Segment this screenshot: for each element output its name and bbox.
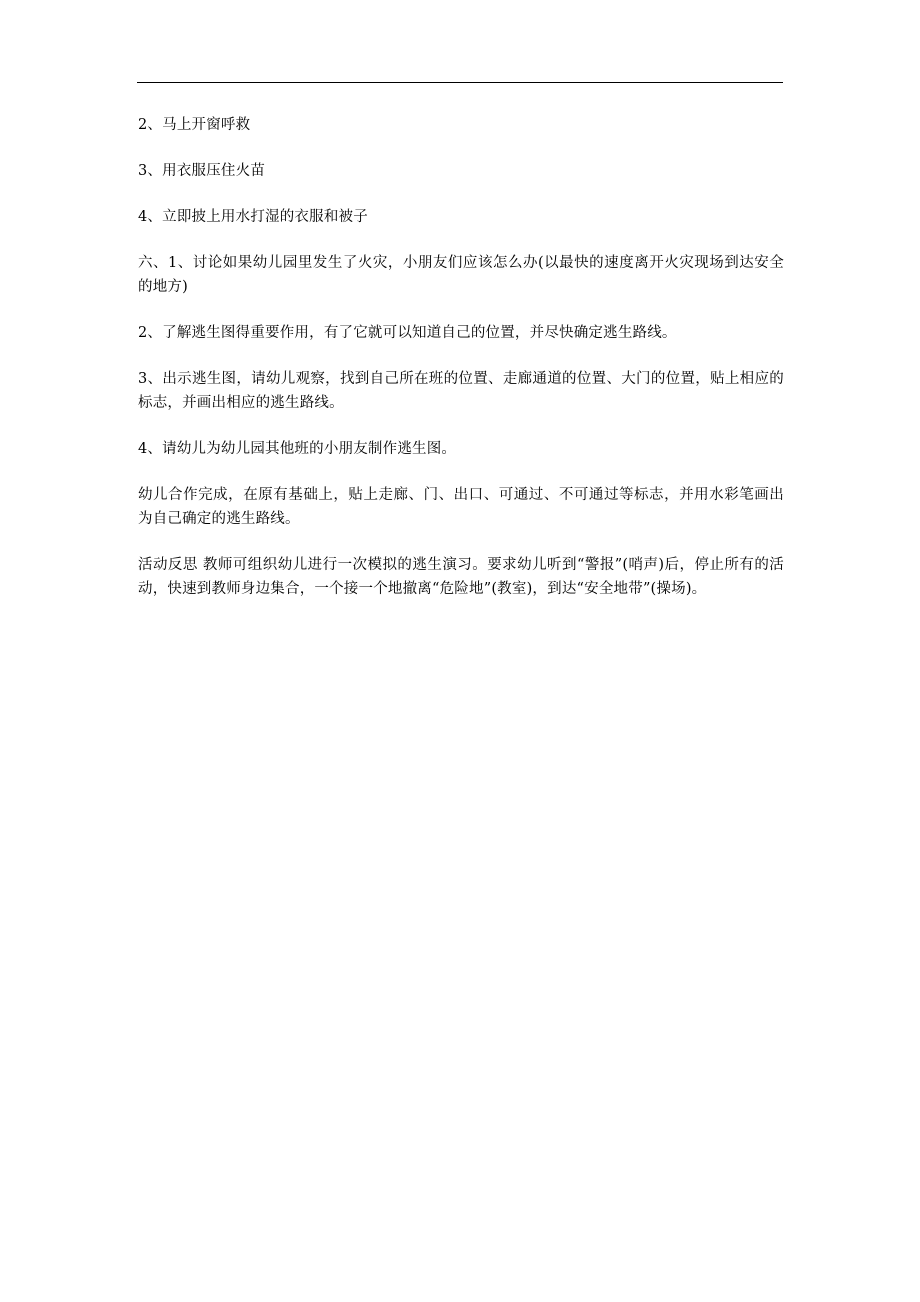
paragraph-escape-map-importance: 2、了解逃生图得重要作用，有了它就可以知道自己的位置，并尽快确定逃生路线。: [138, 325, 677, 341]
header-rule: [137, 82, 783, 83]
paragraph-section-6-discussion: 六、1、讨论如果幼儿园里发生了火灾，小朋友们应该怎么办(以最快的速度离开火灾现场到达安全的地方): [138, 255, 784, 295]
paragraph-make-escape-map: 4、请幼儿为幼儿园其他班的小朋友制作逃生图。: [138, 441, 457, 457]
paragraph-cooperation: 幼儿合作完成，在原有基础上，贴上走廊、门、出口、可通过、不可通过等标志，并用水彩笔画出为自己确定的逃生路线。: [138, 487, 784, 527]
paragraph-activity-reflection: 活动反思 教师可组织幼儿进行一次模拟的逃生演习。要求幼儿听到“警报”(哨声)后，停止所有的活动，快速到教师身边集合，一个接一个地撤离“危险地”(教室)，到达“安全地带”(操场)。: [138, 557, 784, 597]
paragraph-step-2: 2、马上开窗呼救: [138, 117, 251, 133]
document-body: [138, 113, 784, 623]
paragraph-show-escape-map: 3、出示逃生图，请幼儿观察，找到自己所在班的位置、走廊通道的位置、大门的位置，贴上相应的标志，并画出相应的逃生路线。: [138, 371, 784, 411]
paragraph-step-3: 3、用衣服压住火苗: [138, 163, 266, 179]
paragraph-step-4: 4、立即披上用水打湿的衣服和被子: [138, 209, 368, 225]
